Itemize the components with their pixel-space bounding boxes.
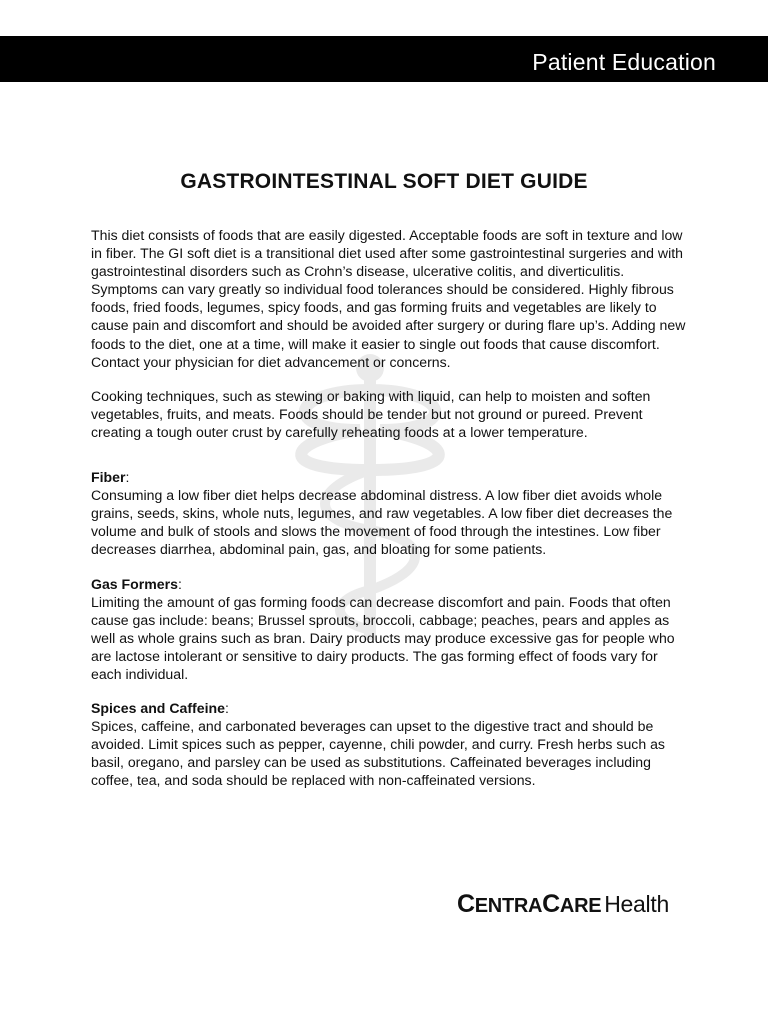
header-bar (0, 36, 768, 82)
fiber-paragraph: Consuming a low fiber diet helps decrease abdominal distress. A low fiber diet avoids whole grains, seeds, skins, whole nuts, legumes, and raw vegetables. A low fiber diet decreases the volume and bulk of stools and slows the movement of food through the intestines. Low fiber decreases diarrhea, abdominal pain, gas, and bloating for some patients. (91, 487, 673, 558)
gas-formers-heading (91, 575, 691, 593)
intro-paragraph: This diet consists of foods that are easily digested. Acceptable foods are soft in texture and low in fiber. The GI soft diet is a transitional diet used after some gastrointestinal surgeries and with gastrointestinal disorders such as Crohn’s disease, ulcerative colitis, and diverticulitis. Symptoms can vary greatly so individual food tolerances should be considered. Highly fibrous foods, fried foods, legumes, spicy foods, and gas forming fruits and vegetables are likely to cause pain and discomfort and should be avoided after surgery or during flare up’s. Adding new foods to the diet, one at a time, will make it easier to single out foods that cause discomfort. Contact your physician for diet advancement or concerns. (91, 227, 686, 370)
logo-health: Health (604, 891, 669, 917)
spices-paragraph: Spices, caffeine, and carbonated beverages can upset to the digestive tract and should be avoided. Limit spices such as pepper, cayenne, chili powder, and curry. Fresh herbs such as basil, oregano, and parsley can be used as substitutions. Caffeinated beverages including coffee, tea, and soda should be replaced with non-caffeinated versions. (91, 718, 665, 789)
heading-colon: : (224, 700, 229, 717)
header-title: Patient Education (532, 49, 716, 75)
page-title: GASTROINTESTINAL SOFT DIET GUIDE (180, 170, 588, 194)
logo-letter-c: C (457, 890, 475, 918)
section-spacer (91, 441, 691, 468)
cooking-paragraph: Cooking techniques, such as stewing or baking with liquid, can help to moisten and soften vegetables, fruits, and meats. Foods should be tender but not ground or pureed. Prevent creating a tough outer crust by carefully reheating foods at a lower temperature. (91, 387, 651, 440)
heading-colon: : (177, 575, 182, 592)
section-heading-gas-formers: Gas Formers (91, 575, 178, 592)
paragraph-spacer (91, 683, 691, 699)
document-body (91, 226, 691, 790)
paragraph-spacer (91, 371, 691, 387)
logo-letter-c: C (542, 890, 560, 918)
section-heading-spices-caffeine: Spices and Caffeine (91, 700, 225, 717)
logo-entra: ENTRA (474, 895, 543, 917)
centracare-health-logo (457, 890, 669, 919)
fiber-heading (91, 468, 691, 486)
spices-heading (91, 699, 691, 717)
logo-are: ARE (559, 895, 602, 917)
heading-colon: : (125, 469, 130, 486)
gas-formers-paragraph: Limiting the amount of gas forming foods can decrease discomfort and pain. Foods that often cause gas include: beans; Brussel sprouts, broccoli, cabbage; peaches, pears and apples as well as whole grains such as bran. Dairy products may produce excessive gas for people who are lactose intolerant or sensitive to dairy products. The gas forming effect of foods vary for each individual. (91, 593, 675, 682)
paragraph-spacer (91, 559, 691, 575)
section-heading-fiber: Fiber (91, 469, 126, 486)
